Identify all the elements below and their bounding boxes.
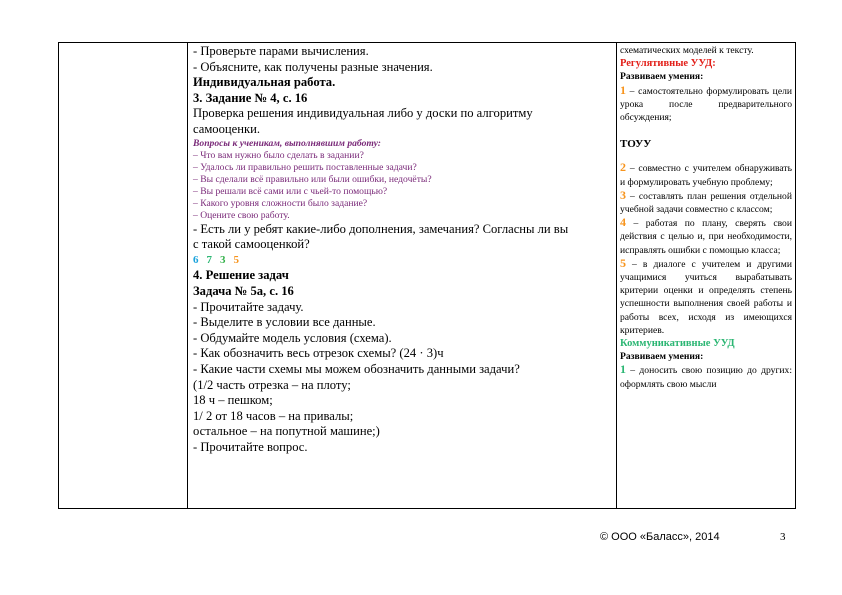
task3-title: 3. Задание № 4, с. 16	[193, 90, 308, 105]
question-item: – Оцените свою работу.	[193, 209, 290, 221]
task4-line: - Обдумайте модель условия (схема).	[193, 330, 392, 345]
copyright: © ООО «Баласс», 2014	[600, 531, 720, 543]
skill-item-5: 5 – в диалоге с учителем и другими учащимися учиться вырабатывать критерии оценки и определять степень успешности выполнения своей работы и работы всех, исходя из имеющихся критериев.	[620, 255, 792, 336]
number-7: 7	[206, 253, 212, 266]
instruction-line: - Объясните, как получены разные значения.	[193, 59, 433, 74]
ability-numbers	[193, 253, 615, 269]
lesson-content-column	[193, 44, 615, 455]
develop-label: Развиваем умения:	[620, 351, 704, 363]
number-6: 6	[193, 253, 199, 266]
individual-work-heading: Индивидуальная работа.	[193, 75, 336, 90]
task4-line: 18 ч – пешком;	[193, 393, 273, 408]
task3-text: самооценки.	[193, 121, 260, 136]
task4-subtitle: Задача № 5а, с. 16	[193, 283, 294, 298]
skills-intro: схематических моделей к тексту.	[620, 45, 754, 56]
page-number: 3	[780, 531, 786, 543]
task4-line: - Выделите в условии все данные.	[193, 315, 376, 330]
skill-item-2: 2 – совместно с учителем обнаруживать и формулировать учебную проблему;	[620, 160, 792, 188]
question-item: – Что вам нужно было сделать в задании?	[193, 149, 364, 161]
task4-line: 1/ 2 от 18 часов – на привалы;	[193, 408, 354, 423]
task3-text: Проверка решения индивидуальная либо у доски по алгоритму	[193, 106, 533, 121]
lesson-table	[58, 42, 796, 509]
task4-line: остальное – на попутной машине;)	[193, 424, 380, 439]
task4-line: (1/2 часть отрезка – на плоту;	[193, 377, 351, 392]
skill-item-4: 4 – работая по плану, сверять свои действия с целью и, при необходимости, исправлять ошибки с помощью класса;	[620, 215, 792, 256]
skill-item-3: 3 – составлять план решения отдельной учебной задачи совместно с классом;	[620, 187, 792, 216]
skills-column	[620, 44, 792, 391]
column-divider-2	[616, 43, 617, 508]
skill-item-1: 1 – самостоятельно формулировать цели урока после предварительного обсуждения;	[620, 82, 792, 124]
skill-item-comm-1: 1 – доносить свою позицию до других: оформлять свою мысли	[620, 362, 792, 390]
communicative-header: Коммуникативные УУД	[620, 338, 735, 350]
regulative-header: Регулятивные УУД:	[620, 58, 716, 70]
instruction-line: - Проверьте парами вычисления.	[193, 44, 369, 58]
task4-title: 4. Решение задач	[193, 268, 289, 283]
additions-text: - Есть ли у ребят какие-либо дополнения, замечания? Согласны ли вы	[193, 221, 569, 236]
column-divider-1	[187, 43, 188, 508]
question-item: – Вы сделали всё правильно или были ошибки, недочёты?	[193, 173, 432, 185]
develop-label: Развиваем умения:	[620, 71, 704, 83]
task4-line: - Прочитайте задачу.	[193, 299, 304, 314]
question-item: – Какого уровня сложности было задание?	[193, 197, 368, 209]
questions-header: Вопросы к ученикам, выполнявшим работу:	[193, 137, 381, 149]
toyu-label: ТОУУ	[620, 138, 652, 151]
number-3: 3	[220, 253, 226, 266]
task4-line: - Какие части схемы мы можем обозначить данными задачи?	[193, 361, 520, 376]
task4-line: - Прочитайте вопрос.	[193, 439, 308, 454]
question-item: – Вы решали всё сами или с чьей-то помощью?	[193, 185, 388, 197]
additions-text: с такой самооценкой?	[193, 237, 310, 252]
task4-line: - Как обозначить весь отрезок схемы? (24 · 3)ч	[193, 346, 444, 361]
number-5: 5	[233, 253, 239, 266]
question-item: – Удалось ли правильно решить поставленные задачи?	[193, 161, 417, 173]
